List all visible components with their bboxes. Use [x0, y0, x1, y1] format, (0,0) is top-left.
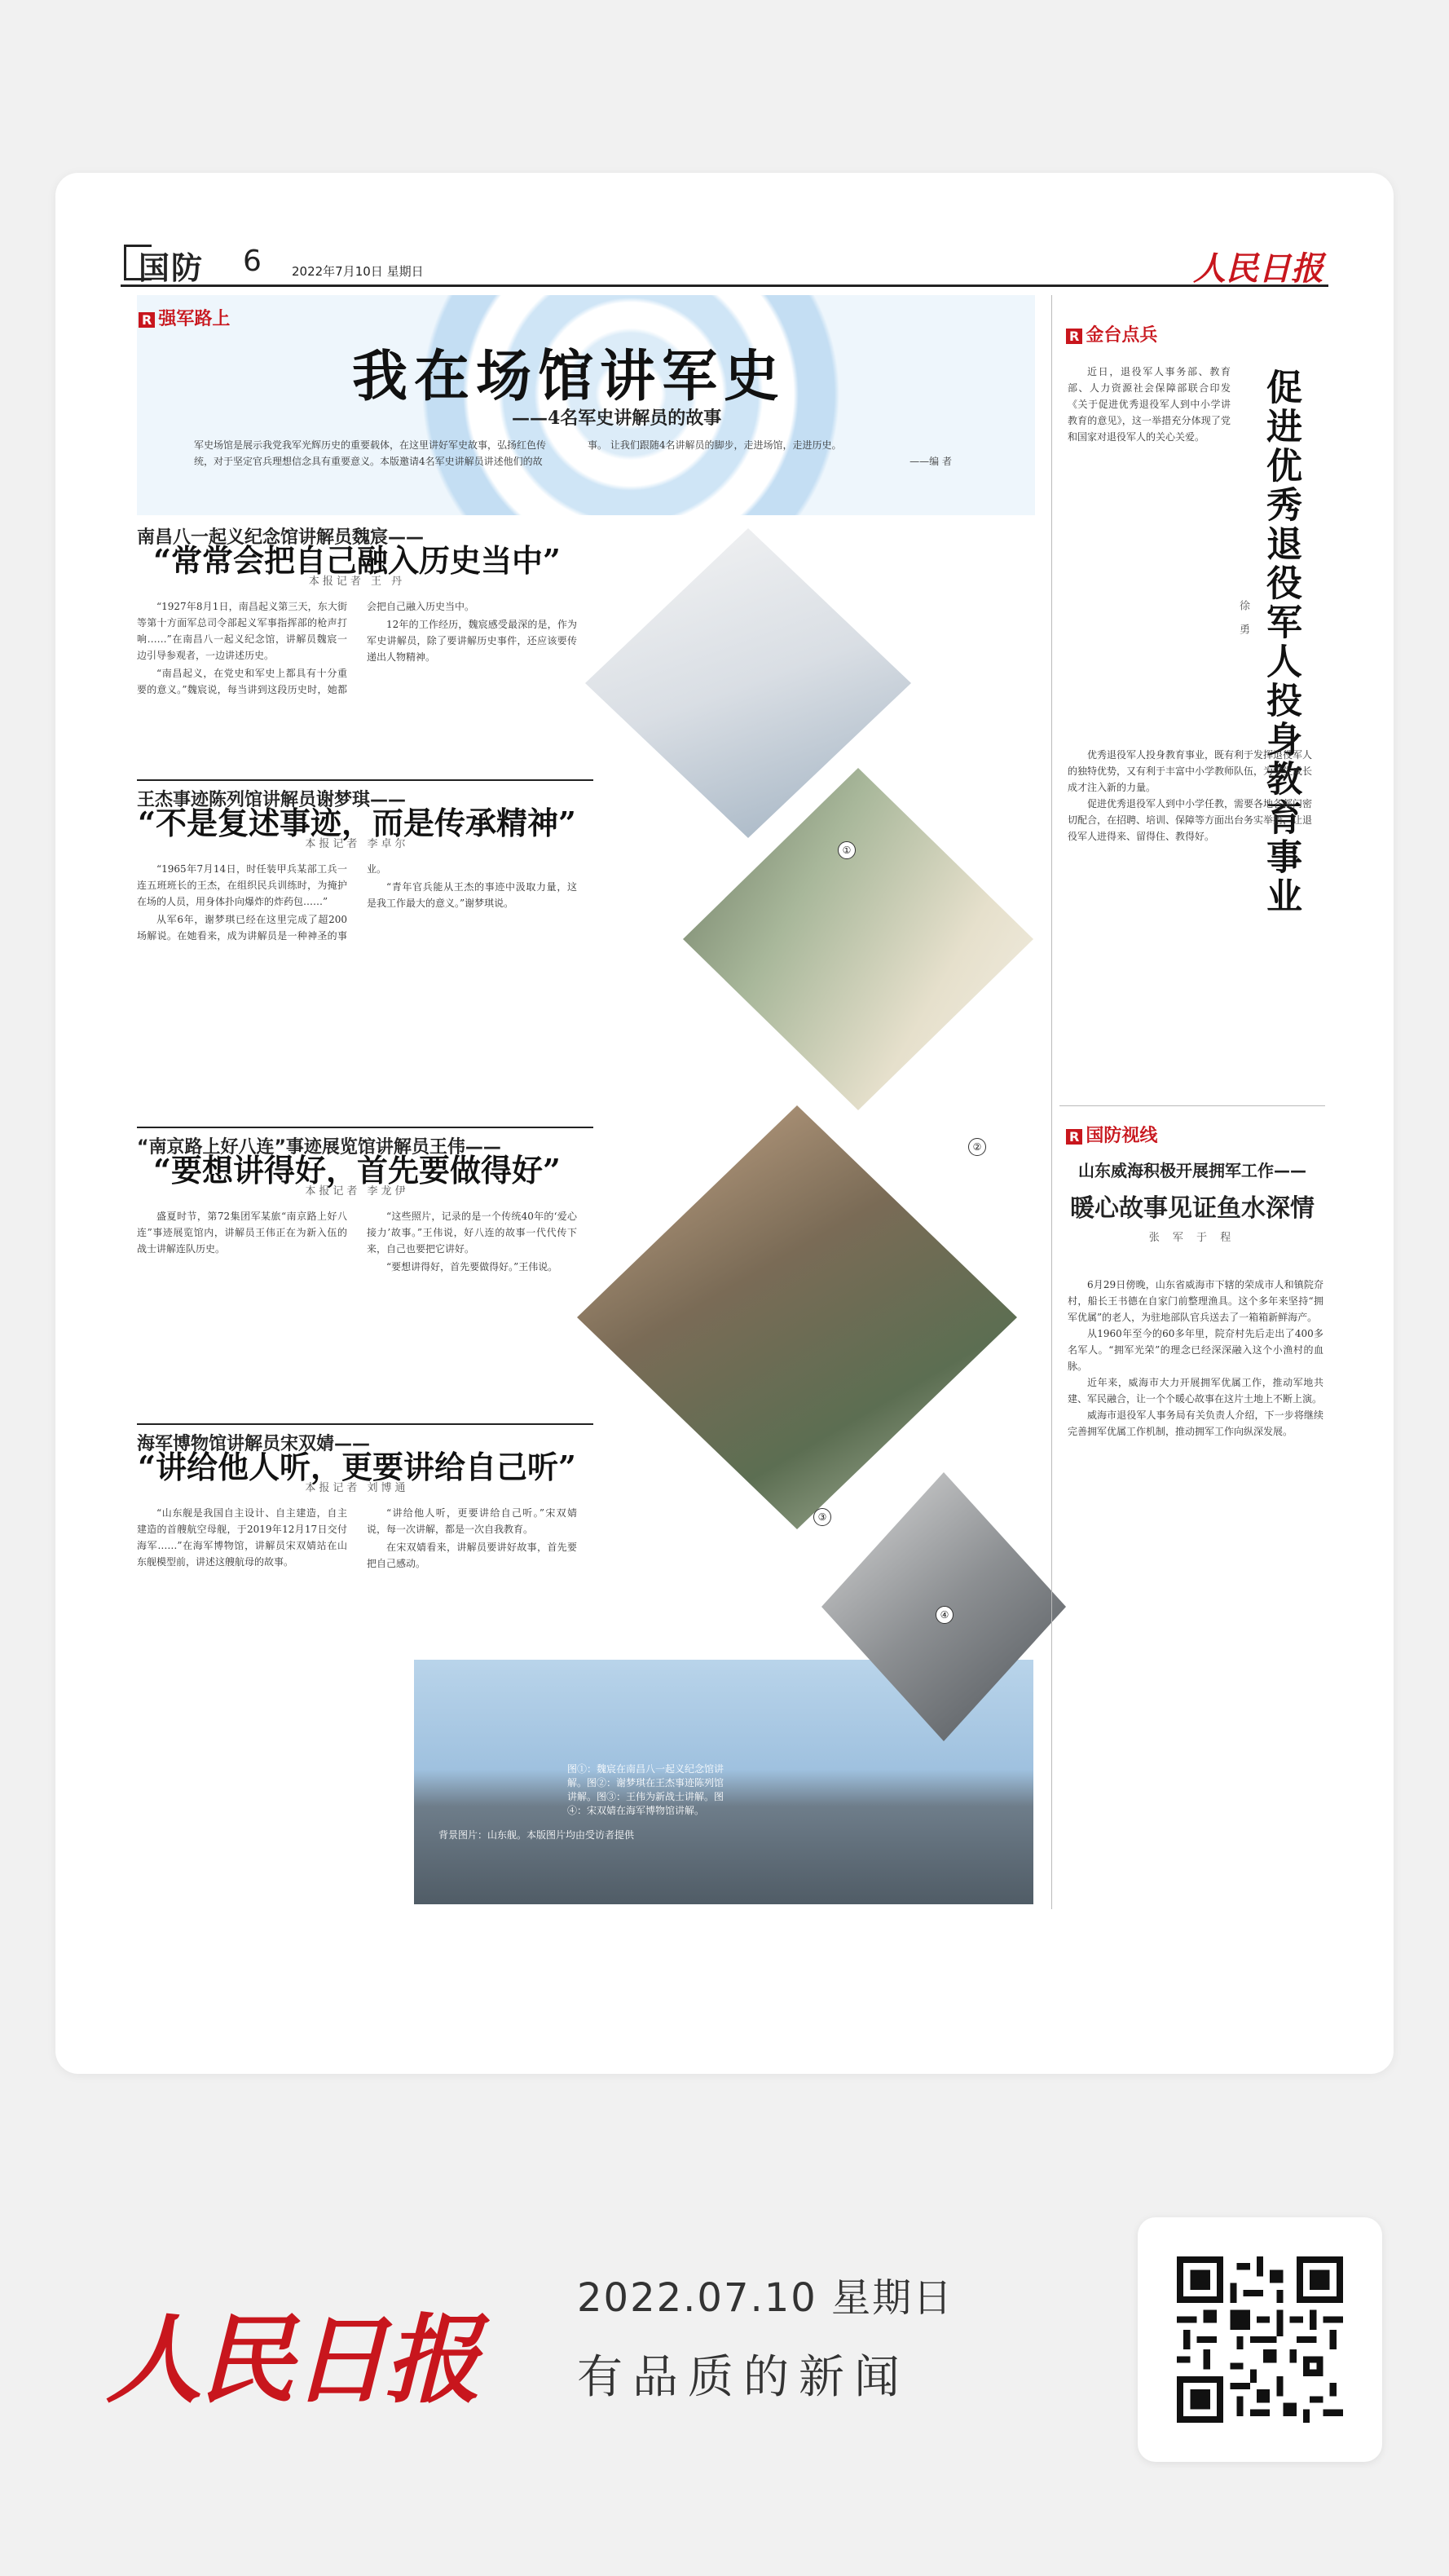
background-caption: 背景图片：山东舰。本版图片均由受访者提供: [438, 1829, 635, 1841]
article-paragraph: “要想讲得好，首先要做得好。”王伟说。: [386, 1261, 558, 1273]
article-body: [137, 1505, 577, 1573]
sidebar-paragraph: 威海市退役军人事务局有关负责人介绍，下一步将继续完善拥军优属工作机制，推动拥军工作向纵深发展。: [1068, 1409, 1323, 1437]
article-title: “常常会把自己融入历史当中”: [153, 542, 561, 579]
article-paragraph: “讲给他人听，更要讲给自己听。”宋双婧说，每一次讲解，都是一次自我教育。: [367, 1507, 577, 1535]
masthead: [121, 241, 1328, 287]
article-kicker: 王杰事迹陈列馆讲解员谢梦琪——: [137, 790, 407, 810]
sidebar-top-tag-logo: R: [1066, 329, 1082, 344]
footer-logo: 人民日报: [106, 2303, 478, 2416]
brand-logo: 人民日报: [1193, 249, 1323, 288]
article-paragraph: “南昌起义，在党史和军史上都具有十分重要的意义。”魏宸说，每当讲到这段历史时，她都会把自己融入历史当中。: [137, 601, 475, 695]
column-tag-logo: R: [139, 312, 155, 328]
article-paragraph: “山东舰是我国自主设计、自主建造，自主建造的首艘航空母舰，于2019年12月17日交付海军……”在海军博物馆，讲解员宋双婧站在山东舰模型前，讲述这艘航母的故事。: [137, 1507, 347, 1568]
article-songshuangjing: [137, 1436, 577, 1573]
qr-code-icon: [1177, 2256, 1343, 2423]
sidebar-bottom-tag: [1066, 1122, 1157, 1147]
footer-date: 2022.07.10 星期日: [577, 2275, 954, 2321]
article-byline: 本报记者 刘博通: [305, 1482, 409, 1494]
sidebar-top-tag: [1066, 321, 1157, 346]
editor-intro: [194, 437, 952, 470]
column-divider: [1051, 295, 1052, 1909]
photo-number-1: ①: [838, 841, 856, 859]
sidebar-article-title: 暖心故事见证鱼水深情: [1070, 1194, 1315, 1223]
article-title: “要想讲得好，首先要做得好”: [153, 1152, 561, 1189]
article-kicker: “南京路上好八连”事迹展览馆讲解员王伟——: [137, 1137, 501, 1158]
article-kicker: 南昌八一起义纪念馆讲解员魏宸——: [137, 527, 425, 548]
commentary-body: [1068, 364, 1231, 445]
sidebar-article-byline: 张 军 于 程: [1148, 1232, 1236, 1244]
issue-date: 2022年7月10日 星期日: [292, 264, 424, 279]
article-paragraph: 在宋双婧看来，讲解员要讲好故事，首先要把自己感动。: [367, 1542, 577, 1569]
article-body: [137, 598, 577, 698]
divider: [137, 1127, 593, 1128]
sidebar-top-tag-label: 金台点兵: [1086, 325, 1158, 346]
sidebar-paragraph: 6月29日傍晚，山东省威海市下辖的荣成市人和镇院夼村，船长王书德在自家门前整理渔具。这个多年来坚持“拥军优属”的老人，为驻地部队官兵送去了一箱箱新鲜海产。: [1068, 1279, 1323, 1323]
sidebar-article-body: [1068, 1277, 1323, 1440]
commentary-body-continued: [1068, 747, 1312, 845]
article-paragraph: 盛夏时节，第72集团军某旅“南京路上好八连”事迹展览馆内，讲解员王伟正在为新入伍的战士讲解连队历史。: [137, 1211, 347, 1255]
feature-subtitle: ——4名军史讲解员的故事: [512, 408, 722, 429]
article-kicker: 海军博物馆讲解员宋双婧——: [137, 1434, 371, 1454]
divider: [137, 779, 593, 781]
sidebar-bottom-tag-logo: R: [1066, 1129, 1082, 1145]
sidebar-bottom-tag-label: 国防视线: [1086, 1126, 1158, 1146]
article-byline: 本报记者 李卓尔: [305, 838, 409, 850]
divider: [137, 1423, 593, 1425]
commentary-paragraph: 优秀退役军人投身教育事业，既有利于发挥退役军人的独特优势，又有利于丰富中小学教师队伍，为学生成长成才注入新的力量。: [1068, 749, 1313, 793]
article-byline: 本报记者 王 丹: [308, 576, 406, 588]
article-title: “不是复述事迹，而是传承精神”: [138, 805, 576, 841]
commentary-author: 徐 勇: [1237, 600, 1249, 640]
sidebar-paragraph: 近年来，威海市大力开展拥军优属工作，推动军地共建、军民融合，让一个个暖心故事在这片土地上不断上演。: [1068, 1377, 1323, 1405]
photo-number-3: ③: [813, 1508, 831, 1526]
section-title: 国防: [139, 250, 205, 286]
column-tag: [139, 305, 230, 330]
article-paragraph: 12年的工作经历，魏宸感受最深的是，作为军史讲解员，除了要讲解历史事件，还应该要传递出人物精神。: [367, 619, 577, 663]
commentary-paragraph: 促进优秀退役军人到中小学任教，需要各地各部门密切配合，在招聘、培训、保障等方面出台务实举措，让退役军人进得来、留得住、教得好。: [1068, 798, 1313, 842]
intro-end: 让我们跟随4名讲解员的脚步，走进场馆，走进历史。: [610, 439, 842, 451]
page-number: 6: [243, 245, 262, 278]
article-byline: 本报记者 李龙伊: [305, 1185, 409, 1198]
intro-text: 军史场馆是展示我党我军光辉历史的重要载体，在这里讲好军史故事，弘扬红色传统，对于坚定官兵理想信念具有重要意义。本版邀请4名军史讲解员讲述他们的故事。: [194, 439, 608, 467]
article-paragraph: 从军6年，谢梦琪已经在这里完成了超200场解说。在她看来，成为讲解员是一种神圣的事业。: [137, 863, 387, 942]
sidebar-article-kicker: 山东威海积极开展拥军工作——: [1078, 1161, 1306, 1180]
photo-number-4: ④: [936, 1606, 954, 1624]
intro-editor: ——编 者: [909, 456, 952, 467]
feature-title: 我在场馆讲军史: [351, 345, 786, 409]
article-paragraph: “青年官兵能从王杰的事迹中汲取力量，这是我工作最大的意义。”谢梦琪说。: [367, 881, 577, 909]
divider: [1059, 1105, 1325, 1106]
article-paragraph: “这些照片，记录的是一个传统40年的‘爱心接力’故事。”王伟说，好八连的故事一代代传下来，自己也要把它讲好。: [367, 1211, 577, 1255]
sidebar-article-heading: [1058, 1158, 1327, 1244]
photo-3: [577, 1105, 1017, 1529]
commentary-title: 促进优秀退役军人投身教育事业: [1260, 368, 1301, 916]
article-wangwei: [137, 1137, 577, 1275]
footer-slogan: 有品质的新闻: [577, 2351, 909, 2404]
article-body: [137, 1208, 577, 1275]
photo-caption: 图①：魏宸在南昌八一起义纪念馆讲解。图②：谢梦琪在王杰事迹陈列馆讲解。图③：王伟为新战士讲解。图④：宋双婧在海军博物馆讲解。: [567, 1763, 724, 1816]
newspaper-page: [121, 241, 1328, 1911]
sidebar-paragraph: 从1960年至今的60多年里，院夼村先后走出了400多名军人。“拥军光荣”的理念已经深深融入这个小渔村的血脉。: [1068, 1328, 1323, 1372]
photo-number-2: ②: [968, 1138, 986, 1156]
commentary-paragraph: 近日，退役军人事务部、教育部、人力资源社会保障部联合印发《关于促进优秀退役军人到中小学讲教育的意见》，这一举措充分体现了党和国家对退役军人的关心关爱。: [1068, 366, 1231, 443]
column-tag-label: 强军路上: [158, 309, 231, 329]
qr-code-card[interactable]: [1138, 2217, 1382, 2462]
article-title: “讲给他人听，更要讲给自己听”: [138, 1449, 576, 1485]
article-body: [137, 861, 577, 944]
article-paragraph: “1927年8月1日，南昌起义第三天，东大街等第十方面军总司令部起义军事指挥部的枪声打响……”在南昌八一起义纪念馆，讲解员魏宸一边引导参观者，一边讲述历史。: [137, 601, 347, 661]
article-xiemengqi: [137, 792, 577, 944]
article-paragraph: “1965年7月14日，时任装甲兵某部工兵一连五班班长的王杰，在组织民兵训练时，为掩护在场的人员，用身体扑向爆炸的炸药包……”: [137, 863, 347, 907]
article-weichen: [137, 527, 577, 698]
